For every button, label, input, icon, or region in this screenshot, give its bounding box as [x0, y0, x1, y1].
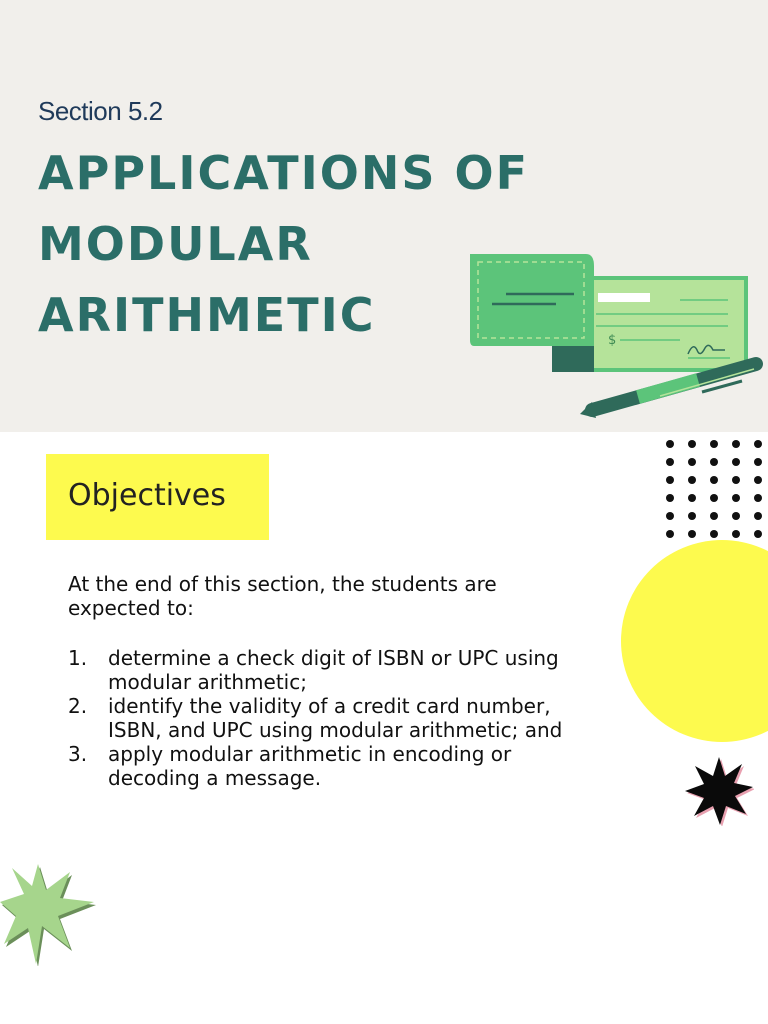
green-star-icon — [0, 862, 96, 966]
star-burst-icon — [684, 756, 754, 826]
list-item-number: 3. — [68, 742, 88, 766]
list-item-number: 1. — [68, 646, 88, 670]
list-item-text: identify the validity of a credit card number, ISBN, and UPC using modular arithmetic; and — [108, 694, 563, 742]
pen-icon — [580, 364, 756, 418]
objectives-heading-box — [46, 454, 269, 540]
list-item-number: 2. — [68, 694, 88, 718]
title-line-1: APPLICATIONS OF — [38, 146, 530, 200]
list-item — [68, 646, 588, 694]
list-item-text: apply modular arithmetic in encoding or decoding a message. — [108, 742, 512, 790]
page-title — [38, 138, 529, 351]
title-header — [0, 0, 768, 432]
list-item — [68, 742, 588, 790]
title-line-2: MODULAR — [38, 217, 313, 271]
section-label: Section 5.2 — [38, 96, 163, 126]
check-and-pen-illustration — [466, 250, 768, 420]
list-item — [68, 694, 588, 742]
list-item-text: determine a check digit of ISBN or UPC using modular arithmetic; — [108, 646, 559, 694]
objectives-intro: At the end of this section, the students are expected to: — [68, 572, 497, 620]
objectives-list — [68, 646, 588, 790]
dollar-sign: $ — [608, 333, 617, 348]
decorative-dot-grid — [664, 436, 768, 556]
check-icon — [470, 254, 746, 372]
title-line-3: ARITHMETIC — [38, 288, 376, 342]
objectives-heading: Objectives — [68, 478, 226, 513]
decorative-yellow-circle — [621, 540, 768, 742]
